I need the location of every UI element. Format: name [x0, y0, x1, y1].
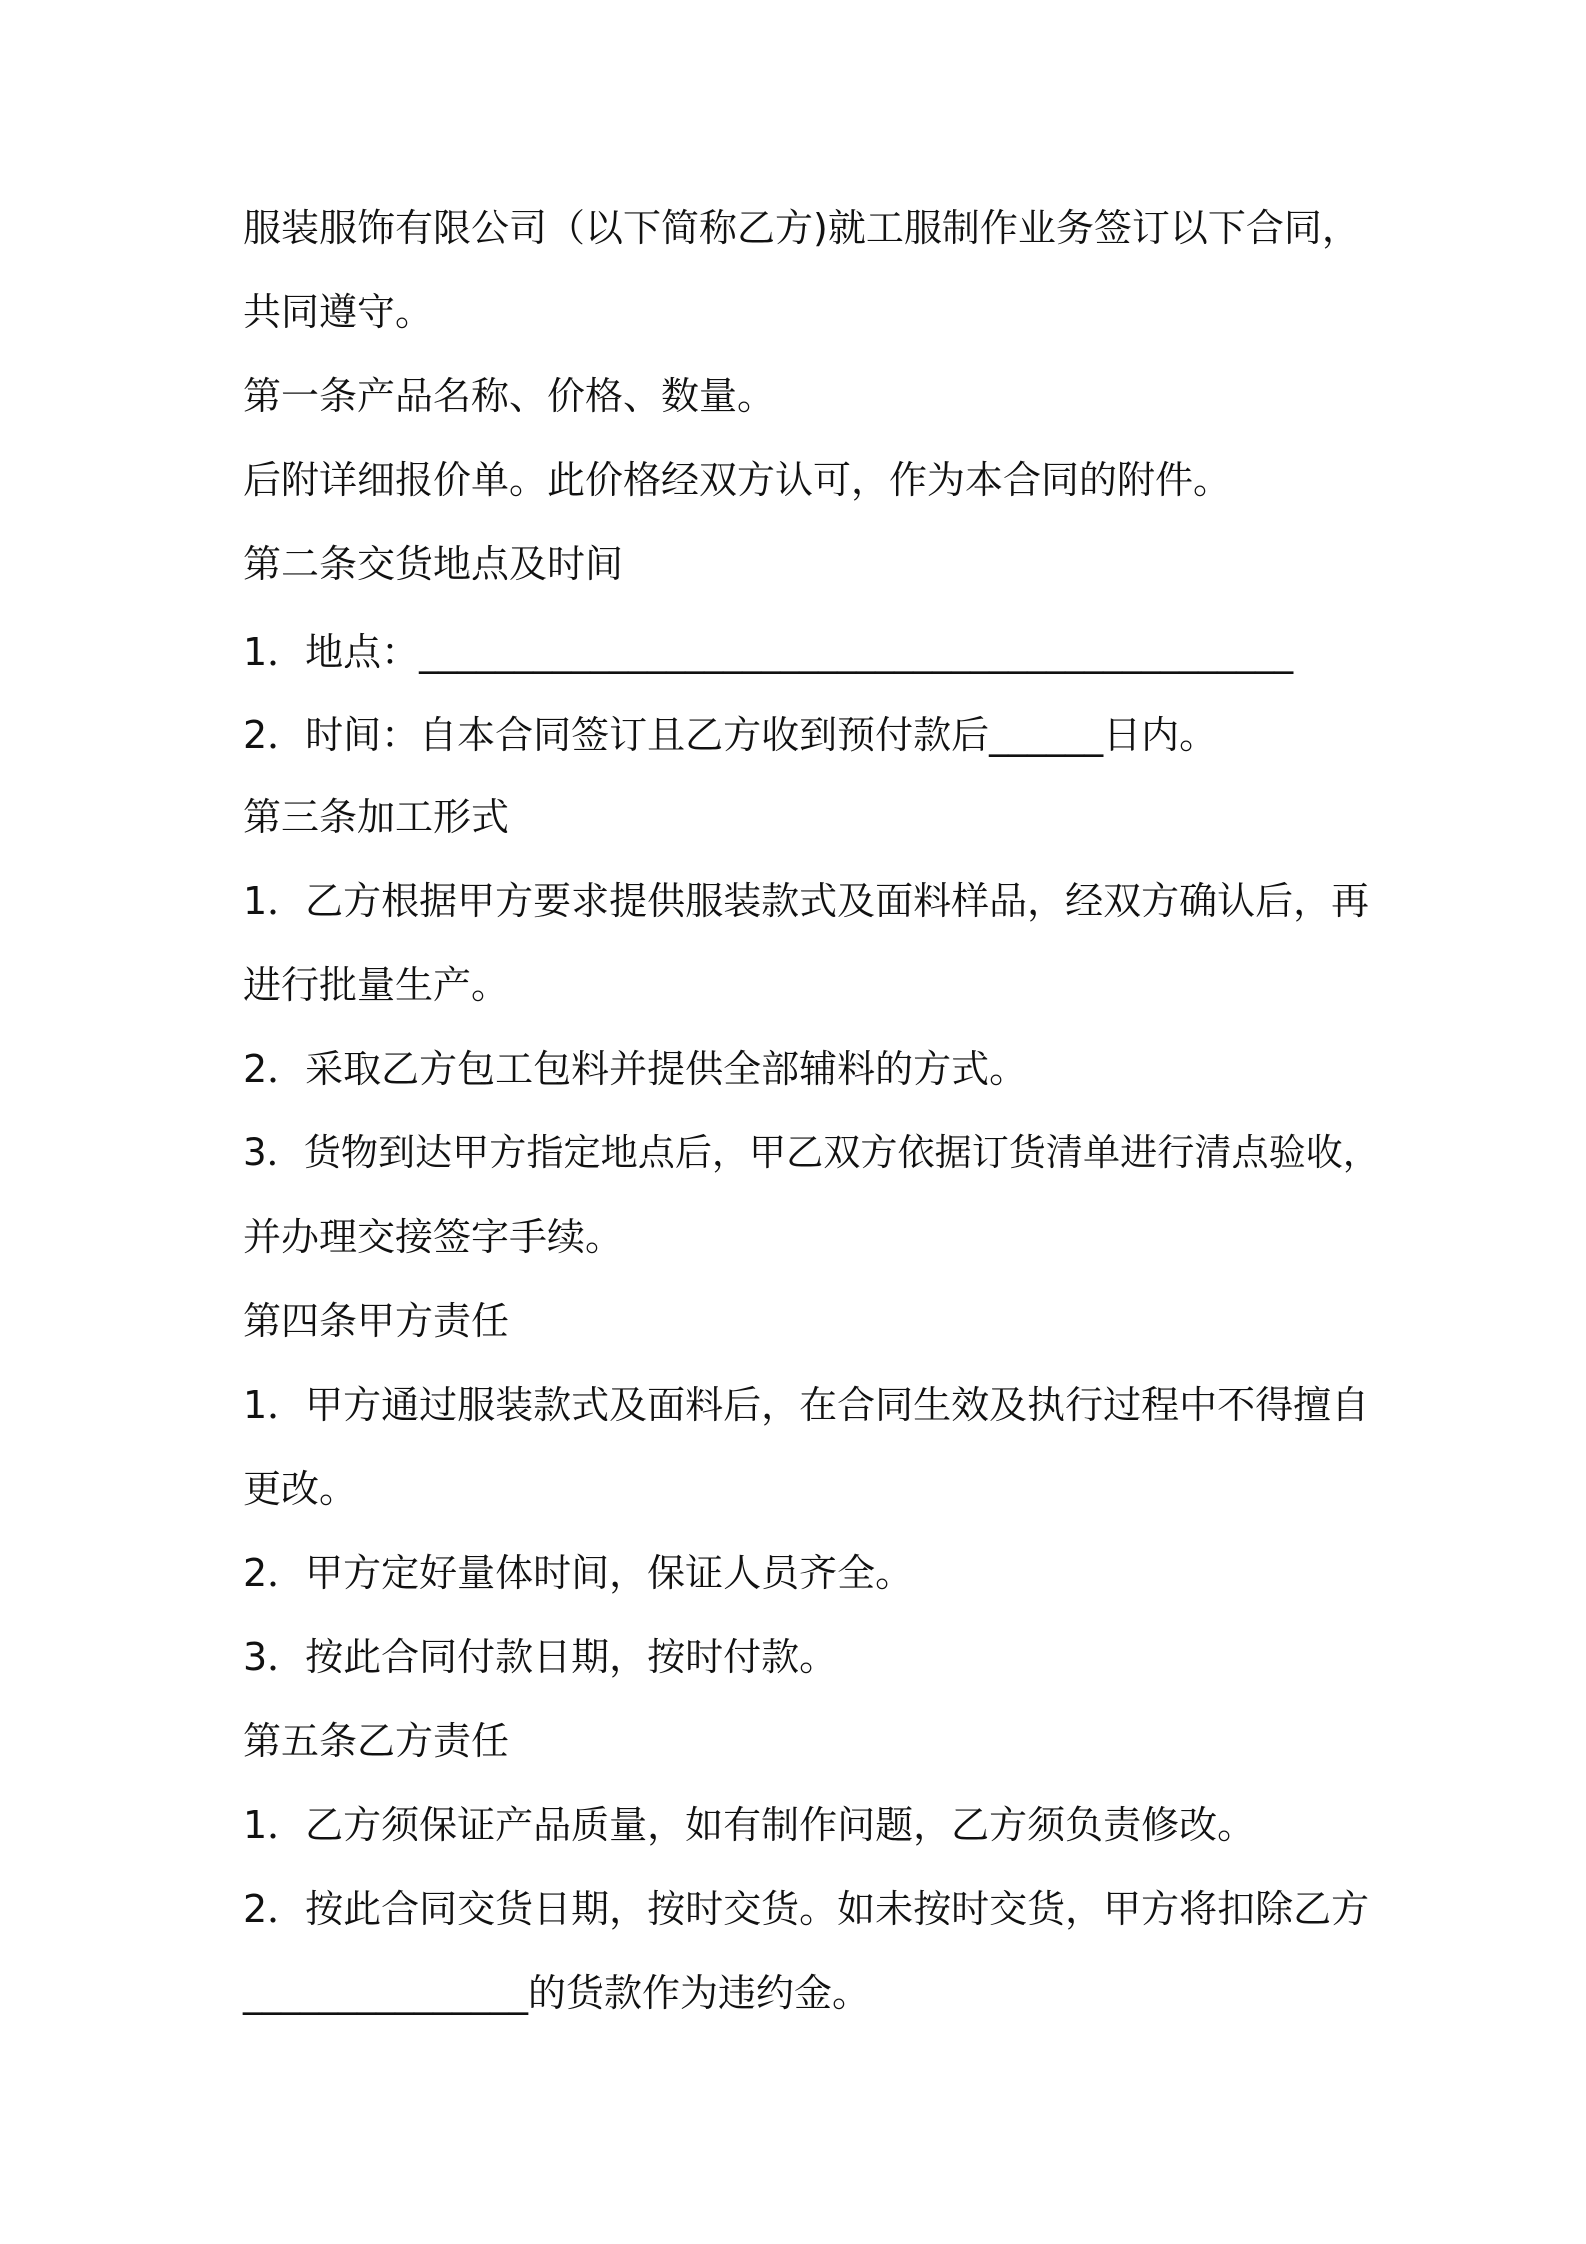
article-1-text: 后附详细报价单。此价格经双方认可，作为本合同的附件。 [243, 458, 1232, 502]
article-1-heading: 第一条产品名称、价格、数量。 [243, 374, 776, 418]
article-3-item-1-line-1: 1．乙方根据甲方要求提供服装款式及面料样品，经双方确认后，再 [243, 879, 1370, 923]
article-4-item-2: 2．甲方定好量体时间，保证人员齐全。 [243, 1551, 914, 1595]
article-4-heading: 第四条甲方责任 [243, 1299, 510, 1343]
article-3-item-2: 2．采取乙方包工包料并提供全部辅料的方式。 [243, 1047, 1028, 1091]
article-4-item-3: 3．按此合同付款日期，按时付款。 [243, 1635, 838, 1679]
article-5-item-2-line-2: _______________的货款作为违约金。 [243, 1971, 871, 2015]
article-5-heading: 第五条乙方责任 [243, 1719, 510, 1763]
article-3-heading: 第三条加工形式 [243, 795, 510, 839]
contract-intro-line-2: 共同遵守。 [243, 290, 434, 334]
article-3-item-3-line-1: 3．货物到达甲方指定地点后，甲乙双方依据订货清单进行清点验收， [243, 1131, 1380, 1174]
article-2-item-1: 1．地点：______________________________________________ [243, 630, 1294, 674]
article-2-heading: 第二条交货地点及时间 [243, 542, 624, 586]
article-4-item-1-line-2: 更改。 [243, 1467, 358, 1511]
article-3-item-3-line-2: 并办理交接签字手续。 [243, 1215, 624, 1259]
article-2-item-2: 2．时间：自本合同签订且乙方收到预付款后______日内。 [243, 713, 1218, 757]
article-4-item-1-line-1: 1．甲方通过服装款式及面料后，在合同生效及执行过程中不得擅自 [243, 1383, 1370, 1427]
article-5-item-1: 1．乙方须保证产品质量，如有制作问题，乙方须负责修改。 [243, 1803, 1256, 1847]
article-5-item-2-line-1: 2．按此合同交货日期，按时交货。如未按时交货，甲方将扣除乙方 [243, 1887, 1370, 1931]
article-3-item-1-line-2: 进行批量生产。 [243, 963, 510, 1007]
contract-intro-line-1: 服装服饰有限公司（以下简称乙方)就工服制作业务签订以下合同， [243, 206, 1360, 250]
